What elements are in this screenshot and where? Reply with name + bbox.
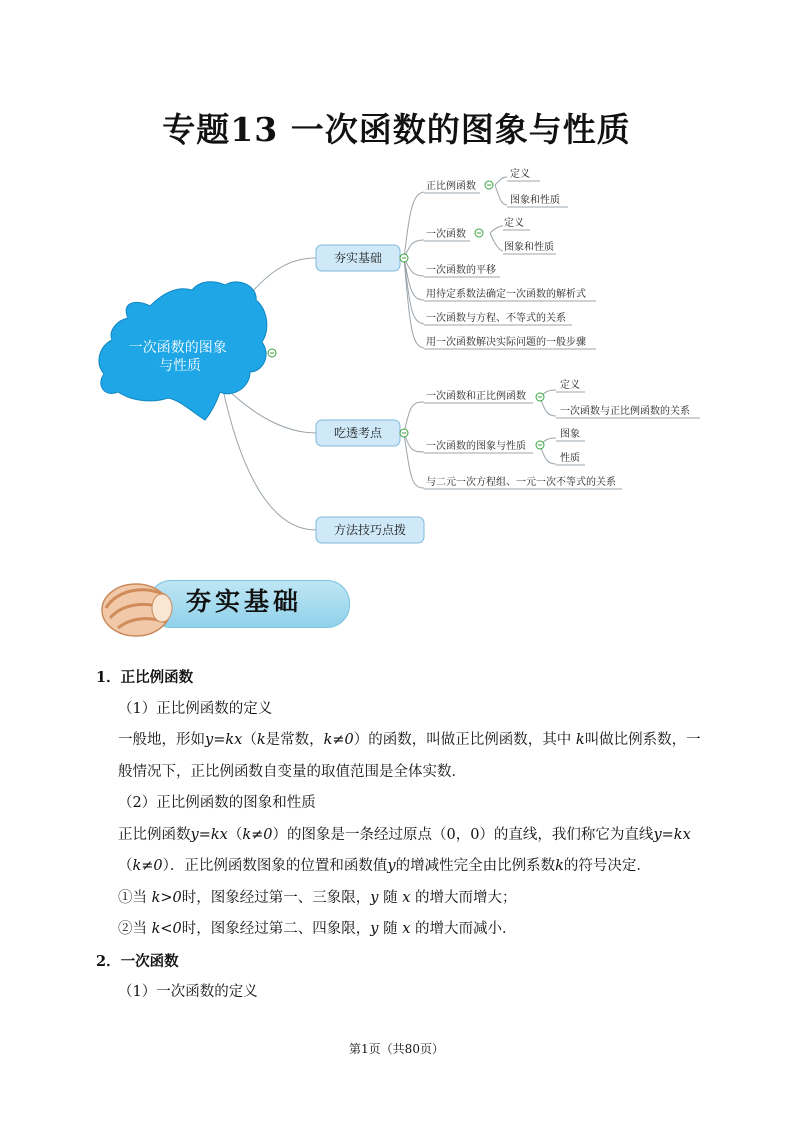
mm-leaf[interactable]: 定义: [560, 380, 580, 391]
mm-leaf[interactable]: 图象和性质: [504, 242, 554, 253]
mm-leaf[interactable]: 图象: [560, 429, 580, 440]
subsection-heading: （2）正比例函数的图象和性质: [118, 795, 316, 811]
mm-node[interactable]: 正比例函数: [426, 181, 476, 192]
mm-node[interactable]: 一次函数与方程、不等式的关系: [426, 313, 566, 324]
mm-leaf[interactable]: 性质: [560, 453, 580, 464]
mm-node[interactable]: 用待定系数法确定一次函数的解析式: [426, 289, 586, 300]
paragraph: ②当 k<0时，图象经过第二、四象限，y 随 x 的增大而减小．: [118, 921, 517, 937]
svg-text:方法技巧点拨: 方法技巧点拨: [333, 523, 407, 537]
mm-node[interactable]: 一次函数的图象与性质: [426, 441, 526, 452]
mm-node[interactable]: 一次函数和正比例函数: [426, 391, 526, 402]
page-title: 专题13 一次函数的图象与性质: [162, 110, 631, 149]
branch-node-key-points[interactable]: [316, 420, 400, 446]
svg-text:夯实基础: 夯实基础: [333, 251, 383, 265]
subsection-heading: （1）一次函数的定义: [118, 984, 258, 1000]
root-node-label-line2: 与性质: [159, 358, 201, 374]
banner-title: 夯实基础: [186, 587, 303, 616]
paragraph: ①当 k>0时，图象经过第一、三象限，y 随 x 的增大而增大；: [118, 889, 517, 906]
mm-node[interactable]: 一次函数: [426, 229, 466, 240]
seashell-icon: [96, 570, 186, 642]
section-heading: 1．正比例函数: [96, 669, 194, 686]
section-heading: 2．一次函数: [96, 952, 179, 970]
mind-map: [0, 160, 793, 560]
mm-node[interactable]: 用一次函数解决实际问题的一般步骤: [426, 337, 586, 348]
svg-text:吃透考点: 吃透考点: [333, 426, 383, 440]
subsection-heading: （1）正比例函数的定义: [118, 700, 273, 717]
branch-node-methods[interactable]: [316, 517, 424, 543]
branch-node-foundation[interactable]: [316, 245, 400, 271]
page-footer: 第1页（共80页）: [349, 1042, 444, 1056]
paragraph: 正比例函数y=kx（k≠0）的图象是一条经过原点（0，0）的直线，我们称它为直线y=kx（k≠0）．正比例函数图象的位置和函数值y的增减性完全由比例系数k的符号决定．: [118, 826, 691, 874]
mm-leaf[interactable]: 定义: [510, 169, 530, 180]
root-node-label-line1: 一次函数的图象: [128, 340, 227, 356]
paragraph: 一般地，形如y=kx（k是常数，k≠0）的函数，叫做正比例函数，其中 k叫做比例系数，一般情况下，正比例函数自变量的取值范围是全体实数．: [118, 732, 701, 780]
mm-leaf[interactable]: 图象和性质: [510, 195, 560, 206]
mm-node[interactable]: 一次函数的平移: [426, 265, 496, 276]
mm-leaf[interactable]: 一次函数与正比例函数的关系: [560, 406, 690, 417]
content-body: [96, 662, 706, 1009]
mm-node[interactable]: 与二元一次方程组、一元一次不等式的关系: [426, 477, 616, 488]
section-banner: [96, 570, 351, 642]
mm-leaf[interactable]: 定义: [504, 218, 524, 229]
